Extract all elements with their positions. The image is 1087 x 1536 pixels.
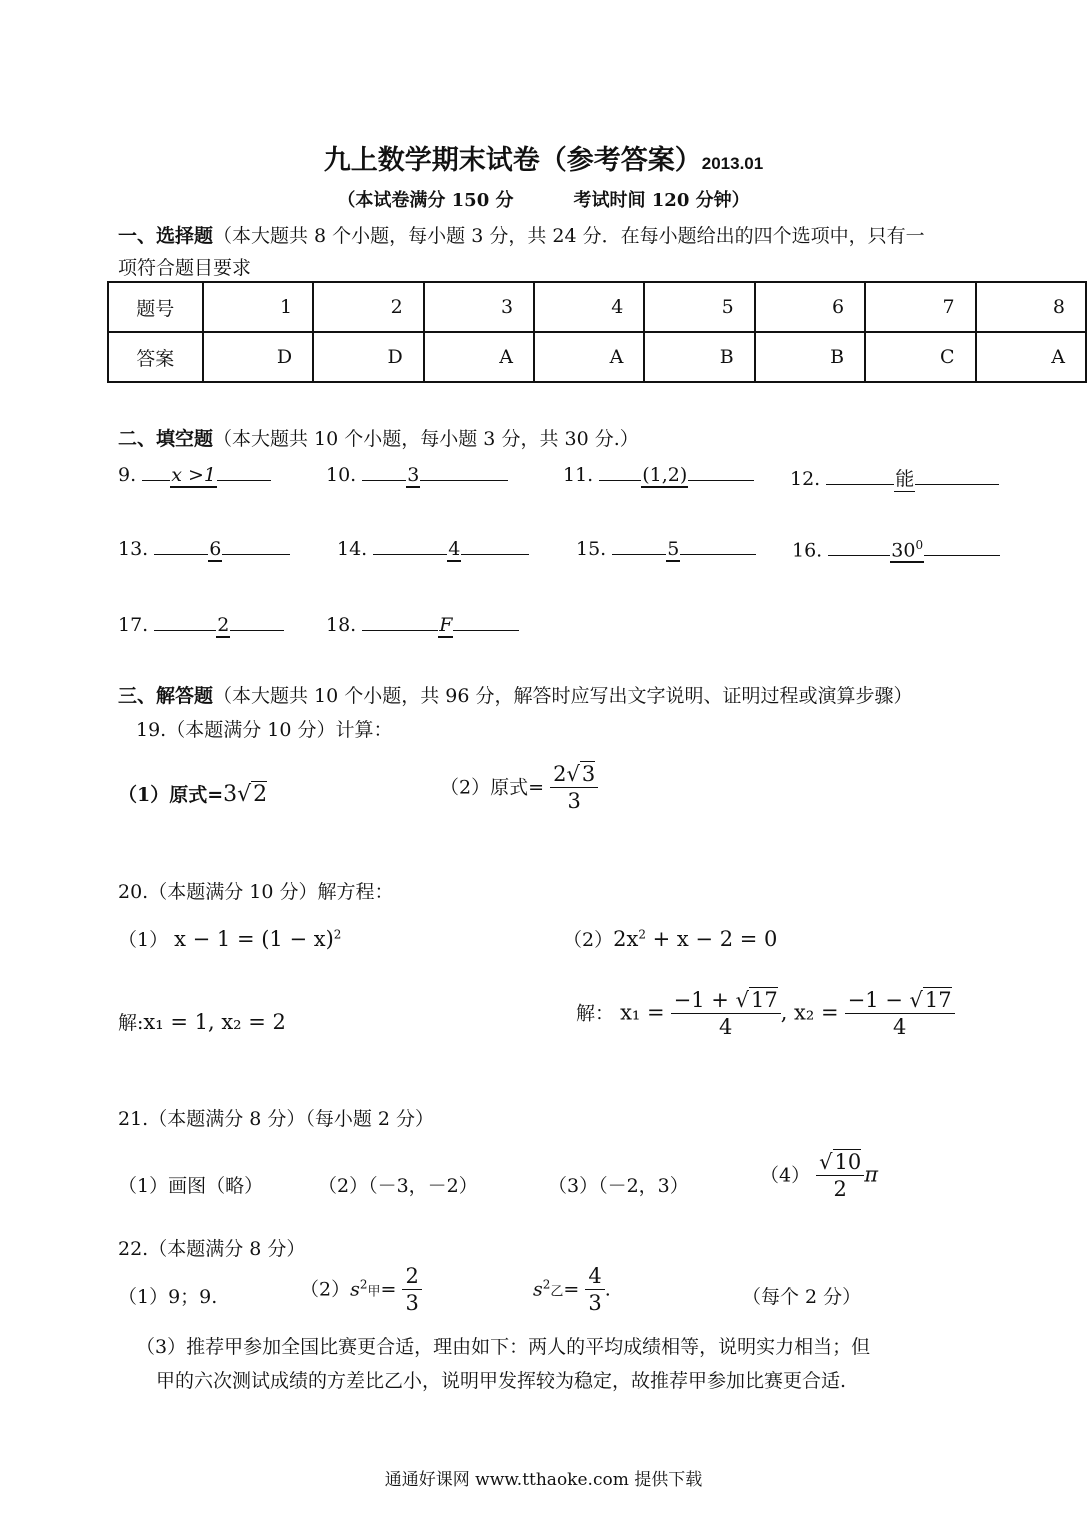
degree-superscript: 0 [915,538,924,552]
q20-s2-num2-radicand: 17 [924,988,952,1012]
section2-heading: 二、填空题 [118,428,214,450]
fill-number: 11. [563,464,594,486]
q21-p4-label: （4） [760,1164,811,1187]
section3-heading: 三、解答题 [118,685,214,707]
fill-item-16 [792,538,1000,563]
q21-part1: （1）画图（略） [118,1175,264,1197]
section1-desc-line2: 项符合题目要求 [118,257,252,279]
section1-heading: 一、选择题 [118,225,214,247]
q20-s2-label: 解： [576,1002,615,1025]
q20-p2-label: （2） [563,929,614,951]
q19-p2-num-coef: 2 [553,762,567,786]
q19-p2-label: （2）原式= [440,776,545,799]
q22-part3-line1: （3）推荐甲参加全国比赛更合适，理由如下：两人的平均成绩相等，说明实力相当；但 [136,1336,871,1358]
q22-subscript-jia: 甲 [367,1284,381,1300]
q20-s1-label: 解: [118,1012,144,1034]
q20-part1 [118,925,341,952]
table-row-numbers [108,282,1086,332]
fill-item-18 [326,614,519,638]
subtitle-score: （本试卷满分 150 分 [337,190,514,211]
q22-equals: = [380,1278,397,1301]
q21-part4 [760,1150,878,1203]
q19-p2-denominator: 3 [567,789,581,814]
fill-item-12 [790,464,999,492]
fill-answer: 6 [209,538,222,560]
q20-title: 20.（本题满分 10 分）解方程： [118,881,394,903]
table-cell: 4 [534,282,644,332]
q21-p4-pi: π [864,1162,879,1187]
section3-line [118,681,913,708]
q22-period: . [604,1278,611,1301]
q22-s-exponent: 2 [359,1277,368,1292]
table-cell: 3 [424,282,534,332]
fill-number: 13. [118,538,149,560]
fill-answer-value: 30 [891,539,916,562]
q22-num-jia: 2 [402,1264,421,1290]
q20-s2-fraction2 [845,988,955,1041]
q20-part2 [563,925,777,952]
fill-number: 14. [337,538,368,560]
q22-fraction-yi [585,1264,604,1317]
fill-item-9 [118,464,271,488]
fill-answer: 4 [448,538,461,560]
q20-solution1 [118,1008,286,1035]
fill-answer: 2 [217,614,230,636]
q20-solution2 [576,988,955,1041]
table-cell: 7 [865,282,975,332]
q19-p1-label: （1）原式= [118,784,224,806]
subtitle [0,186,1087,212]
q22-s-symbol: s [533,1278,543,1301]
q21-p4-den: 2 [833,1177,847,1202]
answer-table [107,281,1087,383]
table-cell: B [644,332,754,382]
q19-p2-num-radicand: 3 [581,762,596,786]
table-cell: 6 [755,282,865,332]
q20-s2-num2: −1 − [847,988,910,1012]
section1-line1 [118,221,925,248]
q20-s2-num1: −1 + [673,988,736,1012]
q20-p1-label: （1） [118,929,169,951]
q22-part2 [300,1264,422,1317]
section1-desc: （本大题共 8 个小题，每小题 3 分，共 24 分．在每小题给出的四个选项中，只有一 [213,225,925,247]
table-row-answers [108,332,1086,382]
table-cell: C [865,332,975,382]
fill-answer: (1,2) [642,464,688,486]
title-text: 九上数学期末试卷（参考答案） [323,145,702,176]
q20-s2-x2: , x₂ = [780,1000,839,1025]
q22-s-exponent: 2 [542,1277,551,1292]
q22-note: （每个 2 分） [742,1286,862,1308]
table-cell: 1 [203,282,314,332]
q19-title: 19.（本题满分 10 分）计算： [136,719,393,741]
fill-answer [890,538,924,563]
q21-title: 21.（本题满分 8 分）（每小题 2 分） [118,1108,435,1130]
fill-item-10 [326,464,508,488]
q22-title: 22.（本题满分 8 分） [118,1238,306,1260]
q20-p1-exponent: 2 [333,927,342,942]
fill-number: 10. [326,464,357,486]
q22-p2-label: （2） [300,1278,351,1301]
fill-item-11 [563,464,754,488]
fill-number: 9. [118,464,137,486]
q20-p1-equation: x − 1 = (1 − x) [174,927,334,951]
q20-p2-exponent: 2 [638,927,646,942]
table-header-number: 题号 [108,282,203,332]
fill-number: 17. [118,614,149,636]
q22-fraction-jia [402,1264,421,1317]
q20-s1-text: x₁ = 1, x₂ = 2 [143,1010,286,1034]
table-cell: 8 [976,282,1086,332]
fill-answer: 3 [407,464,420,486]
q19-p1-coef: 3 [223,782,238,807]
table-header-answer: 答案 [108,332,203,382]
table-cell: 5 [644,282,754,332]
fill-number: 15. [576,538,607,560]
q20-p2-eq-a: 2x [613,927,639,951]
fill-item-15 [576,538,756,562]
fill-item-14 [337,538,529,562]
page-title [0,138,1087,177]
q21-part3: （3）（－2，3） [548,1175,689,1197]
q22-equals: = [563,1278,580,1301]
section2-desc: （本大题共 10 个小题，每小题 3 分，共 30 分.） [213,428,639,450]
fill-answer: F [439,614,453,636]
q22-den-yi: 3 [588,1291,602,1316]
table-cell: D [313,332,424,382]
section3-desc: （本大题共 10 个小题，共 96 分，解答时应写出文字说明、证明过程或演算步骤） [213,685,913,707]
q19-p1-radicand: 2 [253,782,268,807]
q20-s2-x1: x₁ = [620,1000,665,1025]
subtitle-time: 考试时间 120 分钟） [573,190,750,211]
fill-item-17 [118,614,284,638]
table-cell: D [203,332,314,382]
fill-answer: 能 [894,464,915,492]
q20-s2-den1: 4 [718,1015,733,1040]
table-cell: 2 [313,282,424,332]
q22-part3-line2: 甲的六次测试成绩的方差比乙小，说明甲发挥较为稳定，故推荐甲参加比赛更合适. [156,1370,847,1392]
title-date: 2013.01 [701,154,764,173]
q22-s-symbol: s [350,1278,360,1301]
q21-p4-fraction [816,1150,864,1203]
fill-number: 18. [326,614,357,636]
footer: 通通好课网 www.tthaoke.com 提供下载 [384,1470,703,1490]
table-cell: A [424,332,534,382]
q20-s2-fraction1 [671,988,781,1041]
q20-p2-eq-b: + x − 2 = 0 [645,927,778,951]
fill-item-13 [118,538,290,562]
q21-part2: （2）（－3，－2） [318,1175,478,1197]
q22-den-jia: 3 [405,1291,419,1316]
fill-number: 12. [790,468,821,490]
q20-s2-den2: 4 [892,1015,907,1040]
section2-line [118,424,639,451]
q21-p4-radicand: 10 [834,1150,862,1174]
q20-s2-num1-radicand: 17 [750,988,778,1012]
q19-part2 [440,762,598,815]
q19-p2-fraction [550,762,598,815]
table-cell: B [755,332,865,382]
q22-subscript-yi: 乙 [550,1284,564,1300]
table-cell: A [534,332,644,382]
q19-part1 [118,780,267,807]
q22-part2b [533,1264,611,1317]
fill-answer: x >1 [171,464,216,486]
fill-answer: 5 [667,538,680,560]
q22-part1: （1）9；9. [118,1286,218,1308]
q22-num-yi: 4 [585,1264,604,1290]
table-cell: A [976,332,1086,382]
fill-number: 16. [792,539,823,562]
